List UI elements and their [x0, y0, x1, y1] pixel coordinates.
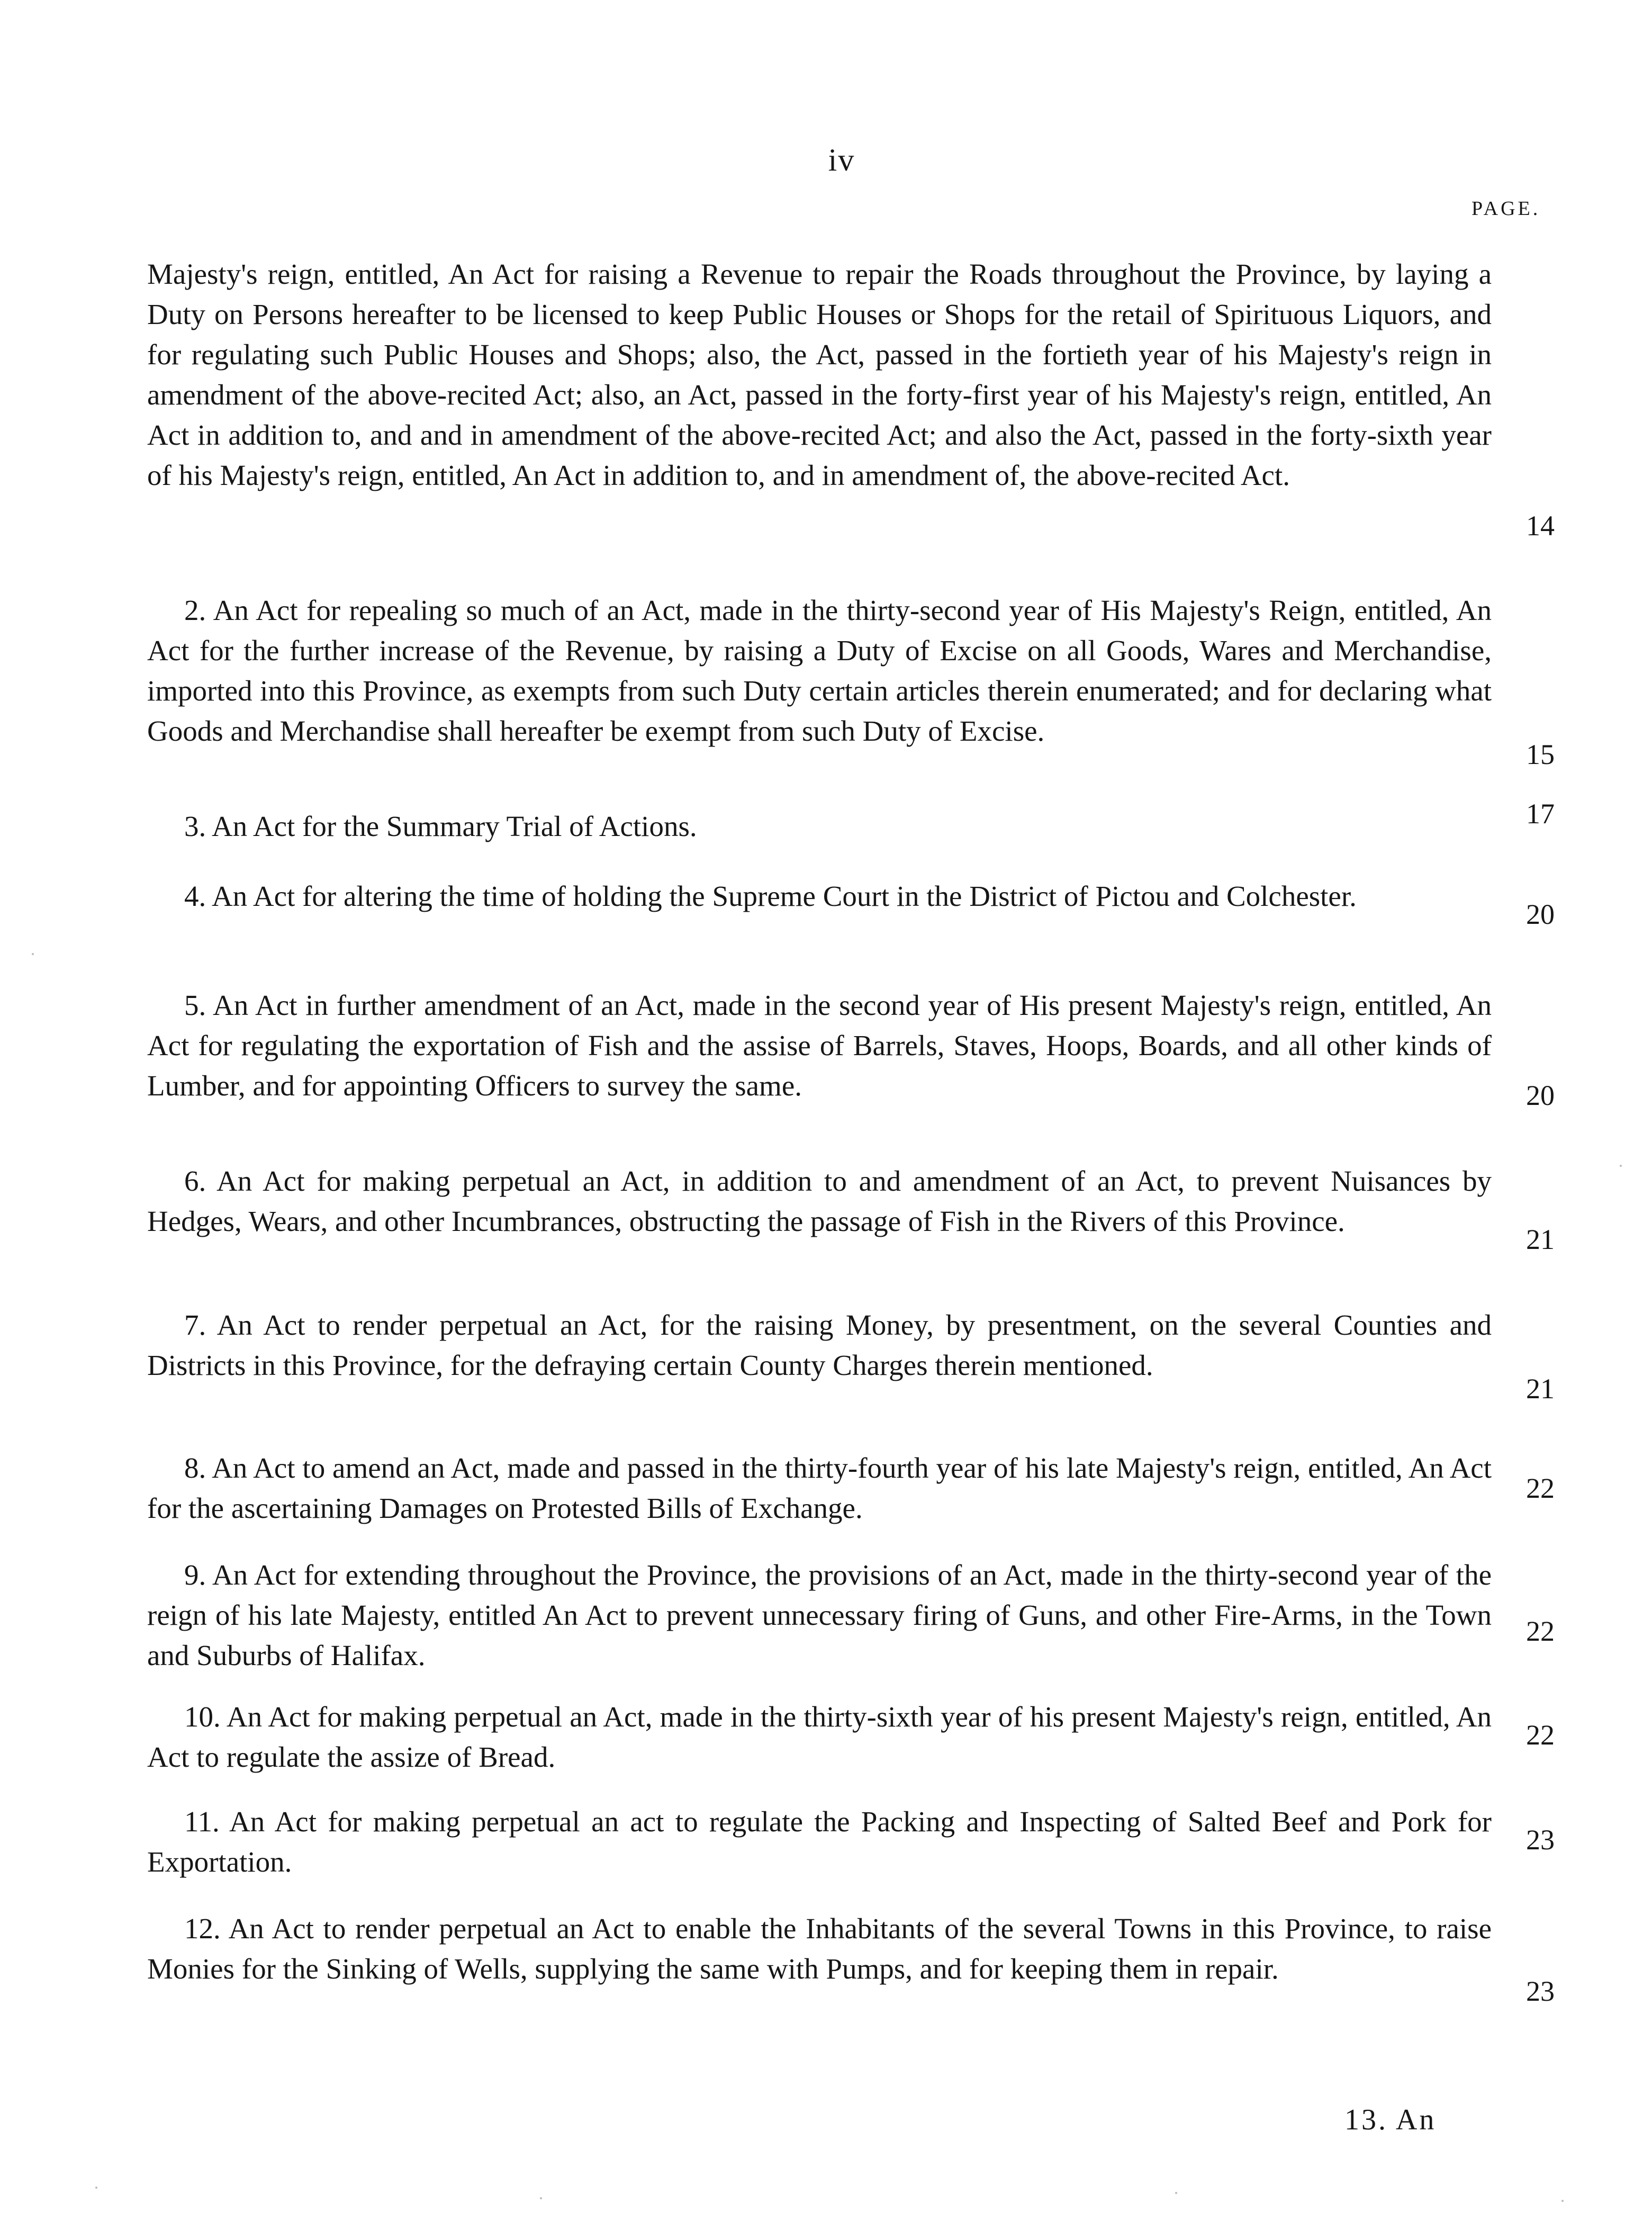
page-column-label: PAGE.: [1472, 197, 1541, 220]
entry-page-number: 20: [1526, 898, 1555, 930]
toc-entry: 5. An Act in further amendment of an Act, made in the second year of His present Majesty's reign, entitled, An Act for regulating the exportation of Fish and the assise of Barrels, Staves, Hoops, Boards, and all other kinds of Lumber, and for appointing Officers to survey the same.: [147, 989, 1492, 1102]
toc-entry-continuation: Majesty's reign, entitled, An Act for raising a Revenue to repair the Roads throughout the Province, by laying a Duty on Persons hereafter to be licensed to keep Public Houses or Shops for the retail of Spirituous Liquors, and for regulating such Public Houses and Shops; also, the Act, passed in the fortieth year of his Majesty's reign in amendment of the above-recited Act; also, an Act, passed in the forty-first year of his Majesty's reign, entitled, An Act in addition to, and and in amendment of the above-recited Act; and also the Act, passed in the forty-sixth year of his Majesty's reign, entitled, An Act in addition to, and in amendment of, the above-recited Act.: [147, 258, 1492, 491]
entry-page-number: 22: [1526, 1719, 1555, 1751]
toc-entry: 10. An Act for making perpetual an Act, made in the thirty-sixth year of his present Majesty's reign, entitled, An Act to regulate the assize of Bread.: [147, 1701, 1492, 1773]
entry-page-number: 15: [1526, 739, 1555, 770]
entry-page-number: 17: [1526, 798, 1555, 830]
entry-page-number: 20: [1526, 1080, 1555, 1111]
entry-page-number: 23: [1526, 1975, 1555, 2007]
entry-page-number: 21: [1526, 1373, 1555, 1405]
toc-entry: 7. An Act to render perpetual an Act, for the raising Money, by presentment, on the several Counties and Districts in this Province, for the defraying certain County Charges therein mentioned.: [147, 1309, 1492, 1381]
entry-page-number: 22: [1526, 1472, 1555, 1504]
entry-page-number: 22: [1526, 1615, 1555, 1647]
paper-speck: [1175, 2192, 1177, 2194]
entry-page-number: 14: [1526, 510, 1555, 542]
paper-speck: [540, 2197, 542, 2199]
toc-entry: 3. An Act for the Summary Trial of Actions.: [184, 810, 697, 842]
page-number: iv: [828, 142, 855, 177]
paper-speck: [1620, 1165, 1622, 1167]
toc-entry: 4. An Act for altering the time of holding the Supreme Court in the District of Pictou and Colchester.: [184, 880, 1357, 912]
paper-speck: [1561, 2200, 1564, 2202]
toc-entry: 2. An Act for repealing so much of an Act, made in the thirty-second year of His Majesty's Reign, entitled, An Act for the further increase of the Revenue, by raising a Duty of Excise on all Goods, Wares and Merchandise, imported into this Province, as exempts from such Duty certain articles therein enumerated; and for declaring what Goods and Merchandise shall hereafter be exempt from such Duty of Excise.: [147, 594, 1492, 747]
paper-speck: [95, 2187, 97, 2189]
toc-entry: 8. An Act to amend an Act, made and passed in the thirty-fourth year of his late Majesty's reign, entitled, An Act for the ascertaining Damages on Protested Bills of Exchange.: [147, 1452, 1492, 1524]
paper-speck: [32, 953, 34, 955]
toc-entry: 11. An Act for making perpetual an act to regulate the Packing and Inspecting of Salted Beef and Pork for Exportation.: [147, 1805, 1492, 1878]
entry-page-number: 21: [1526, 1224, 1555, 1255]
toc-entry: 6. An Act for making perpetual an Act, in addition to and amendment of an Act, to prevent Nuisances by Hedges, Wears, and other Incumbrances, obstructing the passage of Fish in the Rivers of this Province.: [147, 1165, 1492, 1237]
entry-page-number: 23: [1526, 1824, 1555, 1856]
toc-entry: 12. An Act to render perpetual an Act to enable the Inhabitants of the several Towns in this Province, to raise Monies for the Sinking of Wells, supplying the same with Pumps, and for keeping them in repair.: [147, 1912, 1492, 1985]
catchword: 13. An: [1344, 2103, 1437, 2136]
toc-entry: 9. An Act for extending throughout the Province, the provisions of an Act, made in the thirty-second year of the reign of his late Majesty, entitled An Act to prevent unnecessary firing of Guns, and other Fire-Arms, in the Town and Suburbs of Halifax.: [147, 1559, 1492, 1671]
